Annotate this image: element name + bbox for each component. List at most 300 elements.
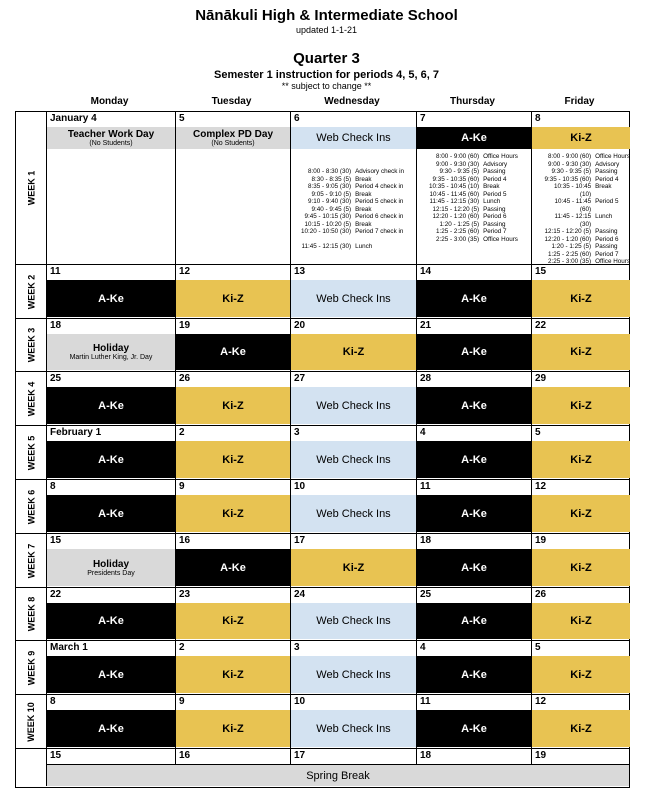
band-title: A-Ke [98,615,124,627]
day-cell [416,264,531,318]
week-label-cell [16,640,46,694]
schedule-time: 2:25 - 3:00 (35) [548,258,592,264]
date-label: 21 [420,320,432,331]
week-label [16,534,46,587]
date-label: 13 [294,266,306,277]
date-label: February 1 [50,427,102,438]
week-label-text: WEEK 5 [26,435,37,470]
day-cell [531,479,630,533]
assignment-band [417,656,531,693]
assignment-band [47,656,175,693]
day-cell [175,533,290,587]
schedule-label: Advisory check in [355,168,405,175]
semester-subtitle: Semester 1 instruction for periods 4, 5, 6, 7 [214,69,439,81]
assignment-band [417,127,531,149]
day-cell [416,533,531,587]
date-label: January 4 [50,113,97,124]
schedule-label: Passing [483,168,506,175]
schedule-label: Period 7 check in [355,228,404,235]
day-cell [290,112,416,264]
schedule-time: 10:35 - 10:45 (10) [553,183,592,198]
band-title: Holiday [92,343,130,354]
day-cell [290,694,416,748]
date-label: 15 [50,750,62,761]
day-cell [46,425,175,479]
day-cell [416,587,531,640]
day-cell [175,371,290,425]
assignment-band [532,549,630,586]
band-title: A-Ke [98,453,124,466]
band-title: Ki-Z [222,399,244,412]
schedule-label [355,236,404,244]
day-cell [416,425,531,479]
week-label-text: WEEK 6 [26,489,37,524]
schedule-time: 9:00 - 9:30 (30) [436,160,480,168]
assignment-band [291,127,416,149]
schedule-label: Period 6 [595,235,619,243]
schedule-label: Period 6 check in [355,213,404,220]
schedule-time: 1:25 - 2:25 (60) [436,228,480,235]
assignment-band [176,127,290,149]
date-label: 5 [535,642,541,653]
date-label: 10 [294,481,306,492]
schedule-time: 8:00 - 8:30 (30) [308,168,352,175]
day-cell [290,264,416,318]
date-label: 6 [294,113,300,124]
week-label-text: WEEK 1 [26,170,37,206]
schedule-label: Office Hours [483,235,518,243]
schedule-time: 9:05 - 9:10 (5) [311,190,352,198]
assignment-band [291,441,416,478]
day-cell [46,264,175,318]
day-cell [531,587,630,640]
date-label: 11 [420,481,431,492]
assignment-band [47,549,175,586]
day-cell [175,694,290,748]
assignment-band [532,441,630,478]
week-label [16,588,46,640]
assignment-band [417,495,531,532]
band-title: Web Check Ins [316,292,391,305]
assignment-band [291,710,416,747]
schedule-time: 8:00 - 9:00 (60) [436,153,480,160]
date-label: 28 [420,373,432,384]
schedule-time: 8:00 - 9:00 (60) [548,153,592,160]
week-label-cell [16,264,46,318]
day-cell [46,748,175,764]
day-cell [290,371,416,425]
week-label [16,265,46,318]
week-label-text: WEEK 3 [26,327,37,363]
date-label: 9 [179,696,185,707]
schedule-friday [544,153,630,264]
day-cell [416,112,531,264]
schedule-label: Break [355,205,372,213]
day-cell [290,318,416,371]
week-label-cell [16,318,46,371]
week-label-text: WEEK 9 [26,650,37,685]
day-cell [46,587,175,640]
date-label: 5 [179,113,185,124]
day-cell [531,694,630,748]
assignment-band [176,656,290,693]
assignment-band [47,334,175,370]
band-title: Ki-Z [570,399,592,412]
date-label: 11 [420,696,431,707]
band-title: A-Ke [461,615,487,627]
schedule-time: 9:45 - 10:15 (30) [304,213,352,220]
date-label: 3 [294,427,300,438]
band-title: A-Ke [461,346,487,358]
date-label: 5 [535,427,541,438]
band-title: Ki-Z [570,561,592,574]
date-label: 2 [179,427,185,438]
band-title: Ki-Z [222,722,244,735]
quarter-title: Quarter 3 [293,50,360,67]
day-cell [46,479,175,533]
day-cell [290,479,416,533]
day-cell [531,533,630,587]
school-title: Nānākuli High & Intermediate School [195,7,458,24]
assignment-band [47,387,175,424]
spring-break-band [46,764,629,786]
day-cell [531,640,630,694]
day-cell [46,112,175,264]
schedule-time: 8:35 - 9:05 (30) [308,183,352,190]
schedule-time: 9:30 - 9:35 (5) [439,168,480,175]
schedule-label: Period 4 check in [355,183,404,190]
band-title: Ki-Z [222,507,244,520]
schedule-label: Passing [595,228,618,235]
schedule-time: 9:30 - 9:35 (5) [551,168,592,175]
date-label: 7 [420,113,426,124]
day-cell [531,748,630,764]
date-label: 22 [50,589,62,600]
schedule-label: Period 5 [595,198,619,205]
assignment-band [47,603,175,639]
date-label: 19 [535,535,547,546]
schedule-time: 12:15 - 12:20 (5) [544,228,592,235]
assignment-band [532,710,630,747]
day-cell [416,479,531,533]
schedule-label: Advisory [483,160,508,168]
day-cell [416,371,531,425]
band-subtitle: Martin Luther King, Jr. Day [69,354,153,361]
schedule-label: Break [483,183,500,190]
schedule-label: Passing [595,168,618,175]
schedule-label: Period 5 [483,190,507,198]
schedule-time: 12:20 - 1:20 (60) [544,235,592,243]
date-label: 17 [294,750,306,761]
band-title: Ki-Z [570,668,592,681]
schedule-time: 2:25 - 3:00 (35) [436,235,480,243]
assignment-band [176,387,290,424]
date-label: 24 [294,589,306,600]
schedule-label: Period 5 check in [355,198,404,205]
band-title: Web Check Ins [316,132,391,144]
assignment-band [417,280,531,317]
assignment-band [176,441,290,478]
schedule-time: 10:45 - 11:45 (60) [429,190,480,198]
band-title: A-Ke [220,346,246,358]
band-title: Web Check Ins [316,453,391,466]
band-subtitle: Presidents Day [87,569,135,577]
week-label-text: WEEK 8 [26,596,37,632]
week-label-text: WEEK 7 [26,543,37,578]
date-label: 12 [535,481,547,492]
day-header-friday: Friday [564,96,595,107]
band-title: A-Ke [461,292,487,305]
date-label: 25 [420,589,432,600]
band-title: Web Check Ins [316,615,391,627]
date-label: 12 [535,696,547,707]
schedule-label: Lunch [483,198,501,205]
assignment-band [176,334,290,370]
day-cell [46,318,175,371]
band-title: Ki-Z [342,346,365,358]
day-header-thursday: Thursday [449,96,495,107]
calendar-grid [15,111,630,788]
assignment-band [47,495,175,532]
band-title: Ki-Z [570,615,592,627]
assignment-band [532,495,630,532]
assignment-band [176,603,290,639]
schedule-label: Office Hours [483,153,518,160]
schedule-label: Break [355,190,372,198]
assignment-band [417,603,531,639]
week-label-text: WEEK 10 [26,701,37,742]
schedule-label: Break [355,220,372,228]
band-title: Ki-Z [222,292,244,305]
schedule-label: Passing [595,243,618,250]
date-label: 4 [420,642,426,653]
schedule-time: 10:35 - 10:45 (10) [429,183,480,190]
day-cell [290,748,416,764]
date-label: March 1 [50,642,88,653]
week-label-cell [16,748,46,788]
schedule-time: 11:45 - 12:15 (30) [301,243,352,250]
week-label [16,319,46,371]
schedule-time: 10:20 - 10:50 (30) [301,228,352,235]
schedule-time: 9:40 - 9:45 (5) [311,205,352,213]
band-title: A-Ke [98,507,124,520]
date-label: 14 [420,266,432,277]
date-label: 12 [179,266,191,277]
date-label: 18 [420,750,432,761]
band-title: Ki-Z [570,453,592,466]
day-cell [531,318,630,371]
assignment-band [532,603,630,639]
spring-break-title: Spring Break [306,769,370,782]
date-label: 27 [294,373,306,384]
week-label-cell [16,479,46,533]
schedule-thursday [429,153,518,243]
schedule-time: 9:35 - 10:35 (60) [544,175,592,183]
band-title: A-Ke [98,722,124,735]
day-cell [290,640,416,694]
schedule-label: Lunch [595,213,613,220]
date-label: 2 [179,642,185,653]
week-label-cell [16,371,46,425]
date-label: 15 [50,535,62,546]
date-label: 19 [535,750,547,761]
band-title: A-Ke [461,561,487,574]
date-label: 26 [179,373,191,384]
band-title: Ki-Z [570,507,592,520]
assignment-band [532,334,630,370]
schedule-label: Passing [483,205,506,213]
schedule-label: Period 7 [595,250,619,258]
assignment-band [291,387,416,424]
schedule-label: Break [355,175,372,183]
day-cell [290,425,416,479]
assignment-band [532,127,630,149]
date-label: 11 [50,266,61,277]
week-label-cell [16,425,46,479]
assignment-band [291,549,416,586]
schedule-label: Period 6 [483,213,507,220]
schedule-label: Lunch [355,243,373,250]
date-label: 9 [179,481,185,492]
day-cell [46,640,175,694]
schedule-label: Advisory [595,160,620,168]
day-cell [416,640,531,694]
date-label: 18 [50,320,62,331]
band-title: Web Check Ins [316,668,391,681]
band-title: Ki-Z [570,346,592,358]
date-label: 8 [50,481,56,492]
date-label: 23 [179,589,191,600]
updated-date: updated 1-1-21 [295,25,358,35]
day-cell [416,694,531,748]
date-label: 4 [420,427,426,438]
week-label [16,426,46,479]
band-title: Ki-Z [222,453,244,466]
band-title: A-Ke [461,399,487,412]
schedule-time: 10:15 - 10:20 (5) [304,220,352,228]
schedule-time: 11:45 - 12:15 (30) [429,198,480,205]
day-cell [46,371,175,425]
band-title: Ki-Z [570,722,592,735]
assignment-band [176,495,290,532]
date-label: 29 [535,373,547,384]
band-title: A-Ke [98,668,124,681]
schedule-time: 12:20 - 1:20 (60) [432,213,480,220]
assignment-band [417,549,531,586]
schedule-wednesday [301,168,404,251]
schedule-time: 1:25 - 2:25 (60) [548,250,592,258]
assignment-band [176,280,290,317]
day-cell [290,533,416,587]
day-cell [531,425,630,479]
band-title: A-Ke [461,453,487,466]
schedule-label: Period 4 [483,175,507,183]
date-label: 25 [50,373,62,384]
day-cell [175,587,290,640]
assignment-band [291,603,416,639]
day-header-tuesday: Tuesday [211,96,252,107]
assignment-band [291,656,416,693]
band-title: Web Check Ins [316,399,391,412]
schedule-label: Period 7 [483,228,507,235]
assignment-band [417,387,531,424]
band-title: Holiday [92,558,130,570]
week-label-text: WEEK 4 [26,381,37,416]
week-label-cell [16,694,46,748]
band-subtitle: (No Students) [211,140,255,147]
week-label-cell [16,587,46,640]
week-label-cell [16,533,46,587]
date-label: 19 [179,320,191,331]
day-header-monday: Monday [90,96,129,107]
date-label: 22 [535,320,547,331]
assignment-band [47,710,175,747]
band-title: A-Ke [461,507,487,520]
band-subtitle: (No Students) [89,140,133,147]
schedule-time: 9:35 - 10:35 (60) [432,175,480,183]
band-title: A-Ke [220,561,246,574]
day-cell [531,371,630,425]
schedule-label: Break [595,183,612,190]
date-label: 8 [535,113,541,124]
week-label [16,641,46,694]
week-label [16,112,46,264]
schedule-label: Office Hours [595,258,630,264]
date-label: 18 [420,535,432,546]
week-label [16,372,46,425]
band-title: A-Ke [98,399,124,412]
date-label: 17 [294,535,306,546]
day-cell [531,112,630,264]
day-cell [175,640,290,694]
day-cell [175,112,290,264]
band-title: Ki-Z [570,132,592,144]
assignment-band [47,280,175,317]
day-cell [531,264,630,318]
change-note: ** subject to change ** [281,81,372,91]
schedule-label: Period 4 [595,175,619,183]
day-header-wednesday: Wednesday [324,96,380,107]
schedule-time: 12:15 - 12:20 (5) [432,205,480,213]
schedule-time: 10:45 - 11:45 (60) [554,198,592,213]
band-title: A-Ke [98,292,124,305]
assignment-band [291,495,416,532]
week-label [16,695,46,748]
band-title: Complex PD Day [192,129,274,140]
date-label: 16 [179,750,191,761]
week-label-text: WEEK 2 [26,274,37,309]
day-cell [46,533,175,587]
day-cell [416,318,531,371]
band-title: Teacher Work Day [67,129,155,140]
assignment-band [532,280,630,317]
day-cell [416,748,531,764]
schedule-time: 1:20 - 1:25 (5) [551,243,592,250]
schedule-time: 8:30 - 8:35 (5) [311,175,352,183]
schedule-time: 9:00 - 9:30 (30) [548,160,592,168]
assignment-band [47,441,175,478]
day-cell [175,425,290,479]
schedule-time [301,236,351,244]
band-title: Web Check Ins [316,507,391,520]
schedule-label: Passing [483,220,506,228]
date-label: 8 [50,696,56,707]
day-cell [290,587,416,640]
assignment-band [47,127,175,149]
date-label: 15 [535,266,547,277]
assignment-band [291,280,416,317]
band-title: Ki-Z [222,615,244,627]
